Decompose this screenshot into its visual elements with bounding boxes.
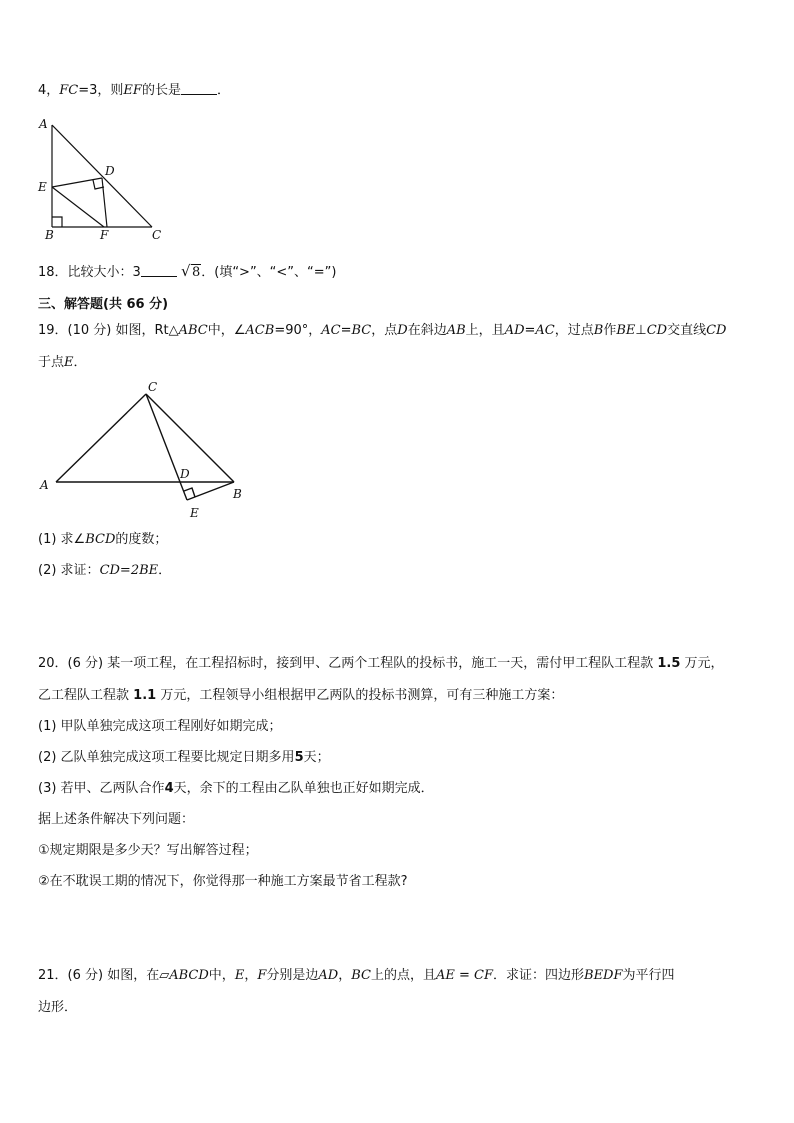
- text: (2) 乙队单独完成这项工程要比规定日期多用: [38, 750, 295, 765]
- var: ACB: [245, 323, 275, 338]
- q20-ask2: ②在不耽误工期的情况下，你觉得那一种施工方案最节省工程款?: [38, 874, 408, 889]
- var: AD: [318, 968, 339, 983]
- q20-line2: [38, 687, 563, 705]
- var: CD=2BE: [99, 563, 159, 578]
- label-a: A: [40, 478, 49, 492]
- text: (1) 求∠: [38, 532, 86, 547]
- var: CF: [474, 968, 493, 983]
- q19-sub2: [38, 562, 171, 580]
- text: 于点: [38, 355, 65, 370]
- q17-tail-line: [38, 82, 230, 100]
- var: AD: [504, 323, 525, 338]
- number: 5: [294, 750, 304, 765]
- q19-line2: [38, 354, 87, 372]
- q20-option3: [38, 780, 434, 798]
- var: AC: [321, 323, 341, 338]
- radical-sign: √: [180, 262, 191, 280]
- q20-option1: (1) 甲队单独完成这项工程刚好如期完成；: [38, 719, 282, 734]
- var: BC: [351, 968, 371, 983]
- text: 万元，工程领导小组根据甲乙两队的投标书测算，可有三种施工方案：: [160, 688, 564, 703]
- q19-sub1: [38, 531, 167, 549]
- figure-triangle-abc-fold: [34, 114, 174, 244]
- text: 的长是: [141, 83, 181, 98]
- text: =90°，: [274, 323, 322, 338]
- answer-blank: [141, 264, 177, 277]
- text: ．求证：四边形: [493, 968, 585, 983]
- text: ，: [338, 968, 352, 983]
- text: =: [340, 323, 352, 338]
- var: BE: [616, 323, 636, 338]
- var: F: [257, 968, 267, 983]
- var: AE: [435, 968, 455, 983]
- text: 4，: [38, 83, 60, 98]
- text: 中，∠: [207, 323, 246, 338]
- text: ，: [244, 968, 258, 983]
- section-heading: 三、解答题(共 66 分): [38, 297, 169, 312]
- var-ef: EF: [123, 83, 142, 98]
- text: =: [524, 323, 536, 338]
- label-f: F: [100, 228, 109, 242]
- text: 乙工程队工程款: [38, 688, 130, 703]
- answer-blank: [181, 82, 217, 95]
- figure-right-triangle-abc: [34, 376, 254, 524]
- var: CD: [646, 323, 668, 338]
- text: 19．(10 分) 如图，Rt△: [38, 323, 179, 338]
- number: 1.5: [657, 656, 681, 671]
- var: B: [593, 323, 604, 338]
- q20-ask: 据上述条件解决下列问题：: [38, 812, 195, 827]
- var: ABCD: [169, 968, 209, 983]
- text: ，点: [371, 323, 398, 338]
- text: ⊥: [635, 323, 647, 338]
- label-d: D: [105, 164, 115, 178]
- text: ．: [158, 563, 172, 578]
- q18-line: [38, 264, 336, 282]
- q20-line1: [38, 655, 724, 673]
- text: =3，则: [78, 83, 124, 98]
- label-e: E: [190, 506, 199, 520]
- text: 20．(6 分) 某一项工程，在工程招标时，接到甲、乙两个工程队的投标书，施工一天，需付甲工程队工程款: [38, 656, 654, 671]
- var: ABC: [178, 323, 208, 338]
- q20-option2: [38, 749, 330, 767]
- text: 中，: [208, 968, 235, 983]
- label-b: B: [45, 228, 54, 242]
- text: 在斜边: [407, 323, 447, 338]
- label-a: A: [39, 117, 48, 131]
- label-e: E: [38, 180, 47, 194]
- text: ．(填“>”、“<”、“=”): [201, 265, 337, 280]
- text: (3) 若甲、乙两队合作: [38, 781, 165, 796]
- text: 的度数；: [115, 532, 168, 547]
- label-b: B: [233, 487, 242, 501]
- var: BC: [351, 323, 372, 338]
- label-c: C: [148, 380, 158, 394]
- radicand: 8: [191, 265, 201, 280]
- text: 天，余下的工程由乙队单独也正好如期完成．: [173, 781, 434, 796]
- q21-line2: 边形．: [38, 1000, 78, 1015]
- text: 作: [603, 323, 617, 338]
- q20-ask1: ①规定期限是多少天？写出解答过程；: [38, 843, 258, 858]
- label-d: D: [180, 467, 190, 481]
- label-c: C: [152, 228, 162, 242]
- text: 上的点，且: [370, 968, 436, 983]
- var: CD: [706, 323, 727, 338]
- var: AC: [535, 323, 555, 338]
- var: D: [397, 323, 408, 338]
- text: 天；: [303, 750, 330, 765]
- text: 分别是边: [266, 968, 319, 983]
- text: =: [454, 968, 475, 983]
- text: ，过点: [554, 323, 594, 338]
- text: 万元，: [684, 656, 724, 671]
- text: 上，且: [465, 323, 505, 338]
- parallelogram-symbol: ▱: [159, 968, 170, 983]
- text: (2) 求证：: [38, 563, 100, 578]
- var: E: [64, 355, 74, 370]
- q21-line1: [38, 967, 675, 985]
- var: BCD: [85, 532, 116, 547]
- sqrt-expression: [181, 264, 201, 282]
- text: 18．比较大小：3: [38, 265, 141, 280]
- q19-line1: [38, 322, 726, 340]
- var: E: [234, 968, 245, 983]
- text: 交直线: [667, 323, 707, 338]
- number: 1.1: [133, 688, 157, 703]
- var: BEDF: [584, 968, 623, 983]
- text: 21．(6 分) 如图，在: [38, 968, 160, 983]
- var-fc: FC: [59, 83, 79, 98]
- number: 4: [164, 781, 174, 796]
- var: AB: [446, 323, 466, 338]
- text: ．: [216, 83, 230, 98]
- text: ．: [73, 355, 87, 370]
- text: 为平行四: [622, 968, 675, 983]
